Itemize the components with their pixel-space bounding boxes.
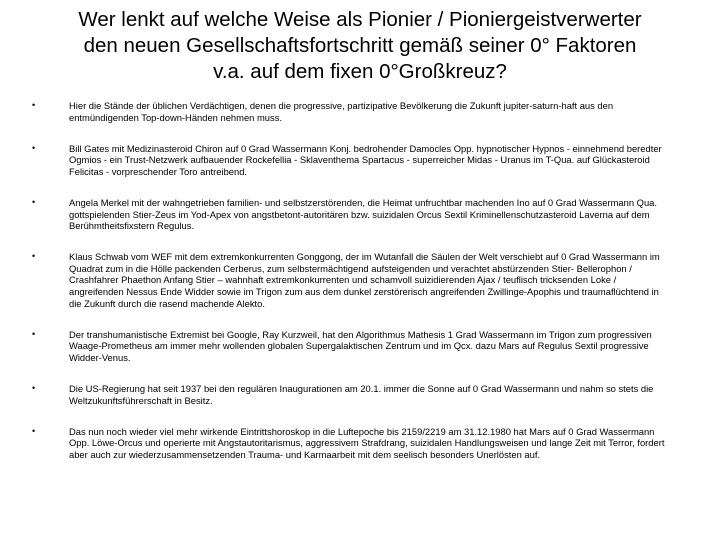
- bullet-item: [32, 143, 672, 178]
- bullet-item: [32, 197, 672, 232]
- bullet-item: [32, 383, 672, 406]
- bullet-item: [32, 329, 672, 364]
- bullet-marker: •: [32, 383, 36, 393]
- title-line: v.a. auf dem fixen 0°Großkreuz?: [213, 60, 507, 83]
- bullet-item: [32, 426, 672, 461]
- bullet-text: Die US-Regierung hat seit 1937 bei den regulären Inaugurationen am 20.1. immer die Sonne auf 0 Grad Wassermann und nahm so stets die Weltzukunftsführerschaft in Besitz.: [69, 383, 654, 406]
- bullet-text: Bill Gates mit Medizinasteroid Chiron auf 0 Grad Wassermann Konj. bedrohender Damocles Opp. hypnotischer Hypnos - einnehmend beredter Ogmios - ein Trust-Netzwerk aufbauender Rockefellia - Sklaventhema Spartacus - superreicher Midas - Uranus im T-Qua. auf Glückasteroid Felicitas - vorpreschender Toro antreibend.: [69, 142, 662, 177]
- bullet-marker: •: [32, 142, 36, 153]
- bullet-text: Klaus Schwab vom WEF mit dem extremkonkurrenten Gonggong, der im Wutanfall die Säulen der Welt verschiebt auf 0 Grad Wassermann im Quadrat zum in die Hölle packenden Cerberus, zum selbstermächtigend aufsteigenden und verachtet abstürzenden Stier- Bellerophon / Crashfahrer Phaethon Anfang Stier – wahnhaft extremkonkurrenten und schamvoll suizidierenden Ajax / teuflisch tricksenden Loke / angreifenden Nessus Ende Widder sowie im Trigon zum aus dem dunkel zerstörerisch angreifenden Zwillinge-Apophis und traumaflüchtend in die Zukunft durch die rasend machende Alekto.: [69, 251, 660, 309]
- title-line: Wer lenkt auf welche Weise als Pionier / Pioniergeistverwerter: [78, 8, 642, 31]
- bullet-marker: •: [32, 425, 36, 436]
- title-line: den neuen Gesellschaftsfortschritt gemäß seiner 0° Faktoren: [83, 34, 637, 57]
- bullet-text: Das nun noch wieder viel mehr wirkende Eintrittshoroskop in die Luftepoche bis 2159/2219 am 31.12.1980 hat Mars auf 0 Grad Wassermann Opp. Löwe-Orcus und operierte mit Angstautoritarismus, aggressivem Strafdrang, suizidalen Handlungsweisen und lange Zeit mit Terror, fordert aber auch zur wiederzusammensetzenden Trauma- und Karmaarbeit mit dem seelisch besonders Unerlösten auf.: [69, 425, 665, 460]
- bullet-marker: •: [32, 196, 36, 207]
- bullet-text: Angela Merkel mit der wahngetrieben familien- und selbstzerstörenden, die Heimat unfruchtbar machenden Ino auf 0 Grad Wassermann Qua. gottspielenden Stier-Zeus im Yod-Apex von angstbetont-autoritären bzw. suizidalen Orcus Sextil Kriminellenschutzasteroid Laverna auf dem Berühmtheitsfixstern Regulus.: [69, 196, 657, 232]
- bullet-marker: •: [32, 251, 36, 262]
- bullet-text: Hier die Stände der üblichen Verdächtigen, denen die progressive, partizipative Bevölkerung die Zukunft jupiter-saturn-haft aus den entmündigenden Top-down-Händen nehmen muss.: [69, 100, 614, 123]
- bullet-text: Der transhumanistische Extremist bei Google, Ray Kurzweil, hat den Algorithmus Mathesis 1 Grad Wassermann im Trigon zum progressiven Waage-Prometheus am immer mehr wollenden globalen Supergalaktischen Zentrum und im Qcx. dazu Mars auf Regulus Sextil progressive Widder-Venus.: [69, 328, 652, 363]
- slide-title: [20, 7, 700, 85]
- bullet-item: [32, 100, 672, 123]
- bullet-item: [32, 251, 672, 309]
- bullet-marker: •: [32, 328, 36, 339]
- bullet-marker: •: [32, 100, 36, 110]
- bullet-list: [32, 100, 672, 480]
